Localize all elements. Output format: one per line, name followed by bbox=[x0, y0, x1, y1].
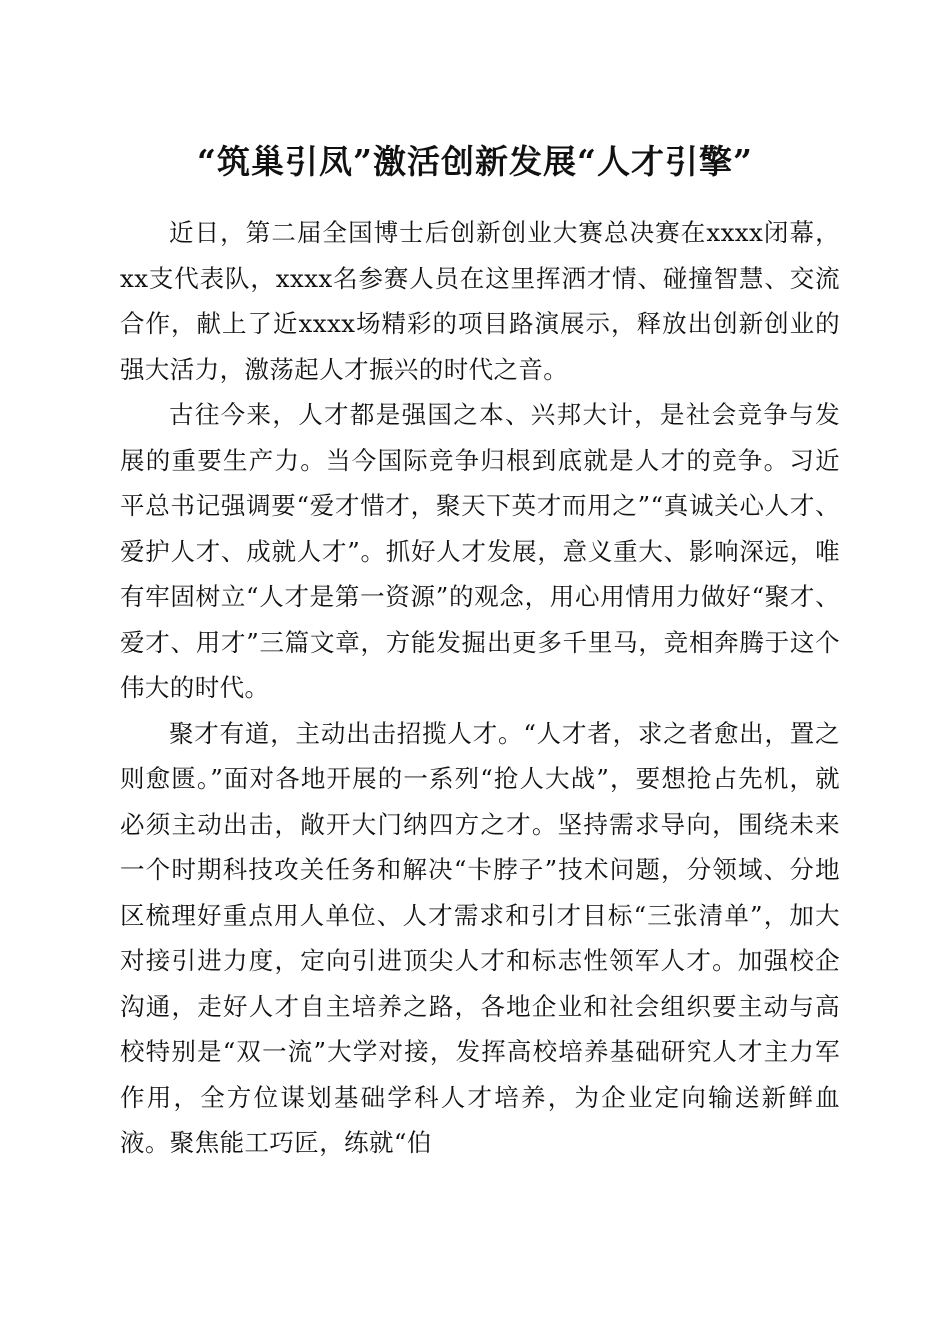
article-title: “筑巢引凤”激活创新发展“人才引擎” bbox=[197, 142, 753, 181]
article-body bbox=[120, 210, 840, 1166]
paragraph-intro: 近日，第二届全国博士后创新创业大赛总决赛在xxxx闭幕，xx支代表队，xxxx名参赛人员在这里挥洒才情、碰撞智慧、交流合作，献上了近xxxx场精彩的项目路演展示，释放出创新创业的强大活力，激荡起人才振兴的时代之音。 bbox=[120, 218, 840, 384]
paragraph-gather-talent: 聚才有道，主动出击招揽人才。“人才者，求之者愈出，置之则愈匮。”面对各地开展的一系列“抢人大战”，要想抢占先机，就必须主动出击，敞开大门纳四方之才。坚持需求导向，围绕未来一个时期科技攻关任务和解决“卡脖子”技术问题，分领域、分地区梳理好重点用人单位、人才需求和引才目标“三张清单”，加大对接引进力度，定向引进顶尖人才和标志性领军人才。加强校企沟通，走好人才自主培养之路，各地企业和社会组织要主动与高校特别是“双一流”大学对接，发挥高校培养基础研究人才主力军作用，全方位谋划基础学科人才培养，为企业定向输送新鲜血液。聚焦能工巧匠，练就“伯 bbox=[120, 718, 840, 1157]
paragraph-talent-importance: 古往今来，人才都是强国之本、兴邦大计，是社会竞争与发展的重要生产力。当今国际竞争归根到底就是人才的竞争。习近平总书记强调要“爱才惜才，聚天下英才而用之”“真诚关心人才、爱护人才、成就人才”。抓好人才发展，意义重大、影响深远，唯有牢固树立“人才是第一资源”的观念，用心用情用力做好“聚才、爱才、用才”三篇文章，方能发掘出更多千里马，竞相奔腾于这个伟大的时代。 bbox=[120, 400, 840, 702]
